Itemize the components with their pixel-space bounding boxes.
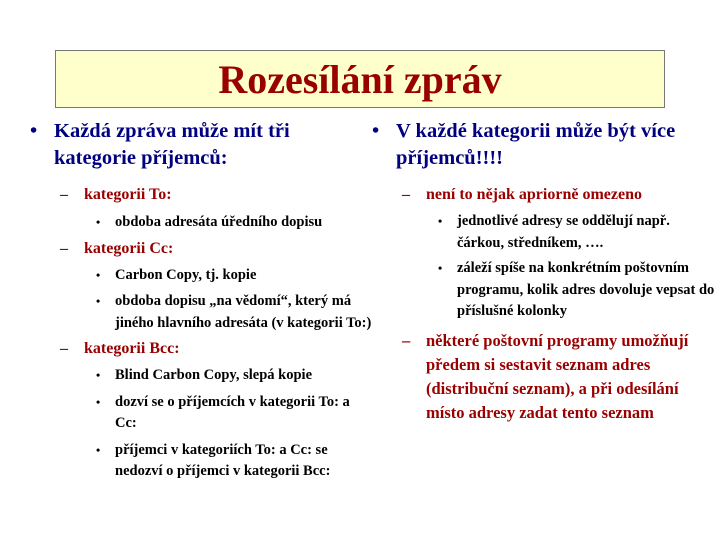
bullet-icon: • [96, 294, 101, 308]
item-text: Carbon Copy, tj. kopie [115, 266, 257, 283]
right-group-distribution [402, 329, 717, 425]
right-column [372, 118, 717, 425]
left-column [30, 118, 375, 483]
left-cc-item-1 [96, 265, 375, 287]
group-label: kategorii To: [84, 186, 172, 203]
bullet-icon: • [96, 368, 101, 382]
left-group-cc [60, 238, 375, 259]
item-text: Blind Carbon Copy, slepá kopie [115, 367, 313, 383]
left-to-item-1 [96, 212, 375, 234]
item-text: záleží spíše na konkrétním poštovním programu, kolik adres dovoluje vepsat do příslušné kolonky [457, 260, 715, 319]
bullet-icon: • [96, 215, 101, 229]
dash-icon: – [60, 340, 68, 357]
left-main-bullet [30, 118, 375, 172]
left-bcc-item-1 [96, 365, 375, 387]
bullet-icon: • [372, 120, 380, 142]
title-box [55, 50, 665, 108]
dash-icon: – [60, 186, 68, 203]
group-label: kategorii Bcc: [84, 340, 180, 357]
left-main-text: Každá zpráva může mít tři kategorie příjemců: [54, 120, 290, 169]
right-limit-item-2 [438, 258, 717, 323]
group-label: kategorii Cc: [84, 239, 174, 257]
item-text: obdoba dopisu „na vědomí“, který má jiného hlavního adresáta (v kategorii To:) [115, 293, 372, 331]
right-main-text: V každé kategorii může být více příjemců!!!! [396, 120, 676, 169]
left-cc-item-2 [96, 291, 375, 334]
item-text: příjemci v kategoriích To: a Cc: se nedozví o příjemci v kategorii Bcc: [115, 441, 331, 479]
slide-title: Rozesílání zpráv [218, 56, 502, 102]
group-label: není to nějak apriorně omezeno [426, 186, 642, 203]
left-group-bcc [60, 338, 375, 359]
left-bcc-item-3 [96, 440, 375, 483]
left-group-to [60, 184, 375, 205]
bullet-icon: • [96, 394, 101, 409]
bullet-icon: • [438, 261, 443, 275]
right-main-bullet [372, 118, 717, 172]
dash-icon: – [60, 239, 68, 257]
item-text: jednotlivé adresy se oddělují např. čárkou, středníkem, …. [457, 213, 670, 251]
bullet-icon: • [30, 120, 38, 142]
left-bcc-item-2 [96, 392, 375, 435]
group-label: některé poštovní programy umožňují předem si sestavit seznam adres (distribuční seznam), a při odesílání místo adresy zadat tento seznam [426, 330, 689, 422]
dash-icon: – [402, 186, 410, 203]
dash-icon: – [402, 330, 411, 350]
right-limit-item-1 [438, 211, 717, 254]
right-group-limit [402, 184, 720, 205]
bullet-icon: • [96, 442, 101, 457]
bullet-icon: • [96, 267, 101, 282]
bullet-icon: • [438, 214, 443, 228]
item-text: dozví se o příjemcích v kategorii To: a Cc: [115, 393, 350, 431]
item-text: obdoba adresáta úředního dopisu [115, 214, 323, 230]
